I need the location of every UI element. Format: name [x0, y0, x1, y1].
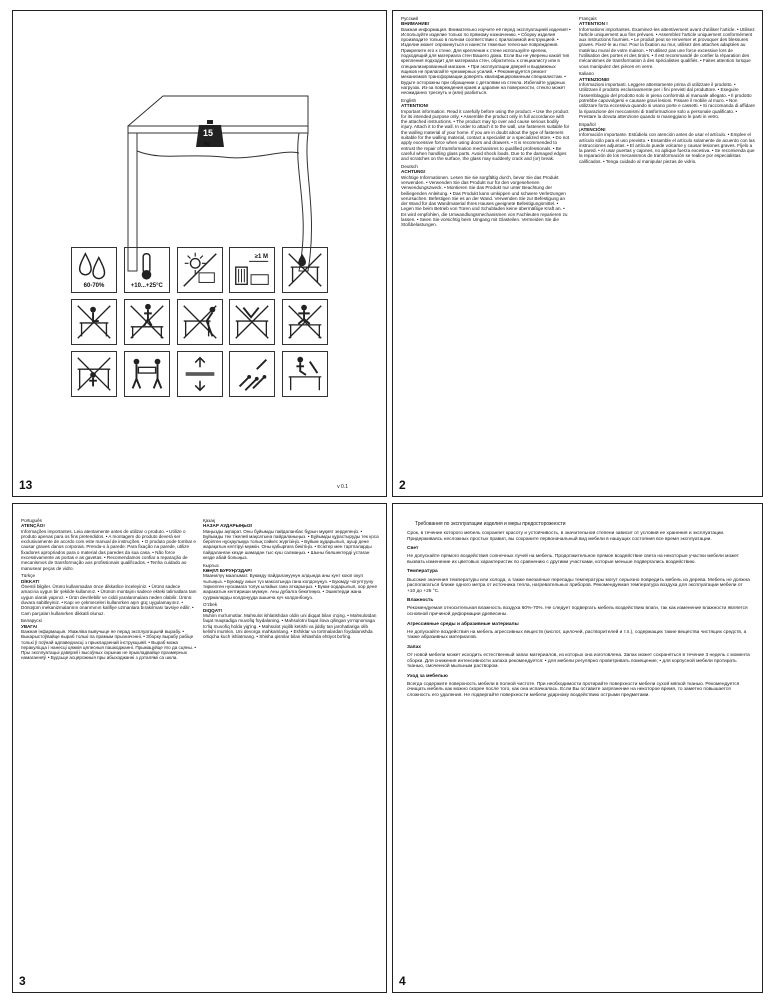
page4-title: Требования по эксплуатации изделия и меры предосторожности: [415, 521, 566, 527]
cleaning-icon: [282, 351, 328, 397]
page-2: [392, 10, 763, 497]
page-4: [392, 503, 763, 993]
page2-right-column: [579, 16, 755, 316]
page2-left-column: [401, 16, 571, 316]
no-kneeling-icon: [282, 299, 328, 345]
section-uz: [203, 602, 379, 639]
section-title: ВНИМАНИЕ!: [401, 21, 430, 27]
lang-name: Português: [21, 518, 42, 523]
page-number: 3: [19, 974, 26, 988]
section-de: [401, 164, 571, 228]
two-persons-carry-icon: [124, 351, 170, 397]
section-fr: [579, 16, 755, 69]
section-heading: Свет: [407, 546, 419, 552]
section-title: НАЗАР АУДАРЫҢЫЗ!: [203, 523, 253, 529]
lang-name: Кыргыз: [203, 562, 219, 568]
section-text: Información importante. Estúdiela con atención antes de usar el artículo. • Emplee el artículo sólo para el uso previsto. • Ensamble el artículo solamente de acuerdo con las instrucciones adjuntas. • El artículo puede volcarse y causar lesiones graves. Fíjelo a la pared. • Al usar puertas y cajones, no aplique fuerza excesiva. • Se recomienda que la reparación de los mecanismos de transformación se realice por especialistas calificados. • Tenga cuidado al manipular piezas de vidrio.: [579, 132, 755, 164]
lang-name: Русский: [401, 16, 419, 21]
section-kk: [203, 518, 379, 560]
section-text: Informations importantes. Examinez-les attentivement avant d'utiliser l'article. • Utilisez l'article uniquement aux fins prévues. • Assemblez l'article uniquement conformément aux instructions fournies. • Le produit peut se renverser et provoquer des blessures graves. Fixez-le au mur. Pour la fixation au mur, utilisez des attaches adaptées au matériau mural de votre maison. • N'utilisez pas une force excessive lors de l'utilisation des portes et des tiroirs. • Il est recommandé de confier la réparation des mécanismes de transformation à des spécialistes qualifiés. • Faites attention lorsque vous manipulez des pièces en verre.: [579, 26, 755, 69]
section-tr: [21, 573, 197, 615]
no-leaning-icon: [177, 299, 223, 345]
screws-icon: [229, 351, 275, 397]
temperature-icon: [124, 247, 170, 293]
page-number: 13: [19, 478, 33, 492]
section-title: ATENÇÃO!: [21, 523, 45, 529]
weight-limit-icon: [177, 351, 223, 397]
no-moisture-icon: [282, 247, 328, 293]
distance-heater-icon: [229, 247, 275, 293]
lang-name: English: [401, 97, 417, 103]
section-heading: Температура: [407, 569, 438, 575]
section-title: ATTENTION!: [401, 103, 429, 109]
section-title: DIQQAT!: [203, 607, 223, 613]
assembly-person-icon: [71, 351, 117, 397]
weight-value: 15: [203, 128, 214, 138]
section-be: [21, 618, 197, 660]
intro-text: Срок, в течение которого мебель сохраняет красоту и устойчивость, в значительной степени зависит от условий ее хранения и эксплуатации. Придерживаясь несложных простых правил, вы сохраните первоначальный вид мебели в нашущих состояния все время эксплуатации.: [407, 531, 725, 542]
section-text: Muhim ma'lumotlar. Mahsulot ishlatishdan oldin uni diqqat bilan o'qing. • Mahsulotdan faqat maqsadiga muvofiq foydalaning. • Mahsulotni faqat ilova qilingan yo'riqnomaga to'liq muvofiq holda yig'ing. • Mahsulot yiqilib ketishi va jiddiy tan jarohatlariga olib kelishi mumkin. Uni devorga mahkamlang. • Eshiklar va tortmalardan foydalanishda ortiqcha kuch ishlatmang. • Shisha qismlar bilan ishlashda ehtiyot bo'ling.: [203, 613, 377, 640]
page-13: [12, 10, 387, 497]
section-heading: Запах: [407, 644, 421, 650]
section-text: Informazioni importanti. Leggere attentamente prima di utilizzare il prodotto. • Utilizzare il prodotto esclusivamente per i fini previsti dal produttore. • Eseguire l'assemblaggio del prodotto solo in piena conformità al manuale allegato. • Il prodotto potrebbe capovolgersi e causare gravi lesioni. Fissare il mobile al muro. • Non utilizzare forza eccessiva quando si usano porte e cassetti. • Si raccomanda di affidare la riparazione dei meccanismi di trasformazione solo a personale qualificato. • Prestare la dovuta attenzione quando si maneggiano le parti in vetro.: [579, 82, 755, 119]
lang-name: Қазақ: [203, 518, 215, 523]
page3-right-column: [203, 518, 379, 958]
section-text: Informações importantes. Leia atentamente antes de utilizar o produto. • Utilize o produto apenas para os fins pretendidos. • A montagem do produto deverá ser exclusivamente de acordo com este manual de instruções. • O produto pode tombar e causar graves danos corporais. Prenda-o à parede. Para fixação na parede, utilize fixadores apropriados para o material das paredes da sua casa. • Não force excessivamente as portas e as gavetas. • Recomendamos confiar a reparação de mecanismos de transformação aos profissionais qualificados. • Tenha cuidado ao manusear peças de vidro.: [21, 528, 196, 571]
no-sitting-icon: [71, 299, 117, 345]
section-text: Важная інфармацыя. Уважліва вывучыце яе перад эксплуатацыяй вырабу. • Выкарыстоўвайце выраб толькі па прамым прызначэнні. • Зборку вырабу рабіце толькі ў поўнай адпаведнасці з прыкладзенай інструкцыяй. • Выраб можа перакуліцца і нанесці цяжкія цялесныя пашкоджанні. Прымацуйце яго да сцяны. • Пры эксплуатацыі дзвярэй і высоўных скрынак не прыкладвайце празмерных намаганняў. • Будзьце асцярожныя пры абыходжанні з дэталямі са шкла.: [21, 628, 196, 661]
section-title: DİKKAT!: [21, 578, 40, 584]
lang-name: Беларускі: [21, 618, 42, 624]
page4-body: [407, 531, 751, 831]
lang-name: Français: [579, 16, 597, 21]
section-es: [579, 122, 755, 164]
section-text: Wichtige Informationen. Lesen Sie sie sorgfältig durch, bevor Sie das Produkt verwenden. • Verwenden Sie das Produkt nur für den vorgesehenen Verwendungszweck. • Montieren Sie das Produkt nur unter Beachtung der beiliegenden Anleitung. • Das Produkt kann umkippen und schwere Verletzungen verursachen. Befestigen Sie es an der Wand. Verwenden Sie zur Befestigung an der Wand für das Wandmaterial Ihres Hauses geeignete Befestigungsmittel. • Legen Sie beim Betrieb von Türen und Schubladen keine übermäßige Kraft an. • Es wird empfohlen, die Umwandlungsmechanismen von Fachleuten reparieren zu lassen. • Seien Sie vorsichtig beim Umgang mit Glasteilen. Vermeiden Sie die Stoßbelastungen.: [401, 174, 568, 228]
section-title: ATTENTION !: [579, 21, 608, 27]
section-text: Не допускайте прямого воздействия солнечных лучей на мебель. Продолжительное прямое воздействие света на некоторые участки мебели может вызвать изменение их цветовых характеристик по сравнению с другими участками, которые меньше подвергались воздействию.: [407, 554, 740, 565]
section-title: УВАГА!: [21, 623, 38, 629]
section-title: ACHTUNG!: [401, 169, 426, 175]
section-text: Important information. Read it carefully before using the product. • Use the product for its intended purpose only. • Assemble the product only in full accordance with the attached instructions. • The product may tip over and cause serious bodily injury. Attach it to the wall. In order to attach it to the wall, use fasteners suitable for the walling material of your home. If you are in doubt about the type of fasteners suitable for the walling material, contact a specialist or a specialized store. • Do not apply excessive force when using doors and drawers. • It is recommended to entrust the repair of transformation mechanisms to qualified professionals. • Be careful when handling glass parts. Avoid shock loads. Due to the damaged edges and scratches on the surface, the glass may suddenly crack and (or) break.: [401, 108, 570, 162]
section-text: От новой мебели может исходить естественный запах материалов, из которых она изготовлена. Запах может сохраняться в течение 3 недель с момента сборки. Для снижения интенсивности запаха рекомендуется: • для мебели регулярно проветривать помещение; • для корпусной мебели протирать тканью, смоченной мыльным раствором.: [407, 653, 750, 670]
section-ky: [203, 563, 379, 600]
section-pt: [21, 518, 197, 571]
section-text: Высокие значения температуры или холода, а также внезапные перепады температуры могут серьезно повредить мебель из дерева. Мебель не должна располагаться ближе одного метра от источника тепла, нагревательных приборов. Рекомендуемая температура воздуха для эксплуатации мебели от +10 до +25 °С.: [407, 577, 750, 594]
care-icons-grid: [71, 247, 329, 397]
lang-name: Italiano: [579, 71, 594, 77]
section-title: КӨҢҮЛ БУРУҢУЗДАР!: [203, 568, 252, 574]
section-text: Рекомендуемая относительная влажность воздуха 60%-70%. Не следует подвергать мебель воздействию влаги, так как изменение влажности является основной причиной деформации древесины.: [407, 606, 748, 618]
version-label: v 0.1: [337, 484, 348, 490]
lang-name: Deutsch: [401, 164, 418, 170]
lang-name: Español: [579, 121, 596, 127]
section-text: Маанилүү маалымат. Буюмду пайдалануунун алдында аны кунт коюп окуп чыгыңыз. • Буюмду анын түз максатында гана колдонуңуз. • Буюмду чогултууну тиркелген нускамага толук ылайык гана аткарыңыз. • Буюм оодарылып, оор дене жаракатын келтириши мүмкүн. Аны дубалга бекитиңиз. • Эшиктерди жана суурмаларды колдонууда ашыкча күч колдонбоңуз.: [203, 573, 378, 600]
weight-unit: kg: [204, 141, 210, 147]
page3-left-column: [21, 518, 197, 958]
distance-label: ≥1 M: [254, 254, 269, 260]
section-heading: Уход за мебелью: [407, 673, 448, 679]
section-text: Не допускайте воздействия на мебель агрессивных веществ (кислот, щелочей, растворителей и т.п.), содержащих такие вещества чистящих средств, а также абразивных материалов.: [407, 629, 747, 641]
humidity-icon: [71, 247, 117, 293]
section-en: [401, 98, 571, 162]
lang-name: O'zbek: [203, 602, 218, 608]
section-text: Маңызды ақпарат. Оны бұйымды пайдаланбас бұрын мұқият зерделеңіз. • Бұйымды тек тікелей мақсатына пайдаланыңыз. • Бұйымды құрастыруды тек қоса берілген нұсқаулыққа толық сәйкес жүргізіңіз. • Бұйым аударылып, ауыр дене жарақатын келтіруі мүмкін. Оны қабырғаға бекітіңіз. • Есіктер мен тартпаларды пайдаланған кезде шамадан тыс күш салмаңыз. • Шыны бөлшектерді ұстаған кезде абай болыңыз.: [203, 528, 379, 561]
no-damage-icon: [229, 299, 275, 345]
section-ru: [401, 16, 571, 95]
page-3: [12, 503, 387, 993]
section-text: Всегда содержите поверхность мебели в полной чистоте. При необходимости протирайте поверхности мебели сухой мягкой тканью. Рекомендуется очищать мебель как можно скорее после того, как она испачкалась. Если Вы оставите загрязнение на некоторое время, то заметно повышается сложность его удаления. Не подвергайте поверхности мебели ударному воздействию острыми предметами.: [407, 681, 740, 699]
temperature-label: +10...+25°C: [130, 283, 163, 289]
no-standing-on-desk-icon: [124, 299, 170, 345]
page-number: 2: [399, 478, 406, 492]
section-heading: Влажность: [407, 598, 434, 604]
lang-name: Türkçe: [21, 573, 36, 579]
no-sunlight-icon: [177, 247, 223, 293]
section-text: Önemli bilgiler. Ürünü kullanmadan önce dikkatlice inceleyiniz. • Ürünü sadece amacına uygun bir şekilde kullanınız. • Ürünün montajını sadece ekteki talimatlara tam uygun olarak yapınız. • Ürün devrilebilir ve ciddi yaralanmalara neden olabilir. Ürünü duvara sabitleyiniz. • Kapı ve çekmeceleri kullanırken aşırı güç uygulamayınız. • Dönüşüm mekanizmalarının onarımının kalifiye uzmanlara bırakılması tavsiye edilir. • Cam parçaları kullanırken dikkatli olunuz.: [21, 584, 197, 616]
page-number: 4: [399, 974, 406, 988]
section-title: ¡ATENCIÓN!: [579, 126, 606, 132]
humidity-label: 60-70%: [83, 283, 105, 289]
section-text: Важная информация. Внимательно изучите её перед эксплуатацией изделия! • Используйте изделие только по прямому назначению. • Сборку изделия производите только в полном соответствии с прилагаемой инструкцией. • Изделие может опрокинуться и нанести тяжелые телесные повреждения. Прикрепите его к стене. Для крепления к стене используйте крепеж, подходящий для материала стен Вашего дома. Если Вы не уверены какой тип крепления подходит для материала стен, обратитесь к специалисту или в специализированный магазин. • При эксплуатации дверей и выдвижных ящиков не прилагайте чрезмерных усилий. • Рекомендуется ремонт механизмов трансформации доверять квалифицированным специалистам. • Будьте осторожны при обращении с деталями из стекла. Избегайте ударных нагрузок. Из-за повреждения краев и царапин на поверхности, стекло может неожиданно треснуть и (или) разбиться.: [401, 26, 571, 96]
section-it: [579, 71, 755, 119]
section-title: ATTENZIONE!: [579, 76, 610, 82]
section-heading: Агрессивные среды и абразивные материалы: [407, 621, 519, 627]
